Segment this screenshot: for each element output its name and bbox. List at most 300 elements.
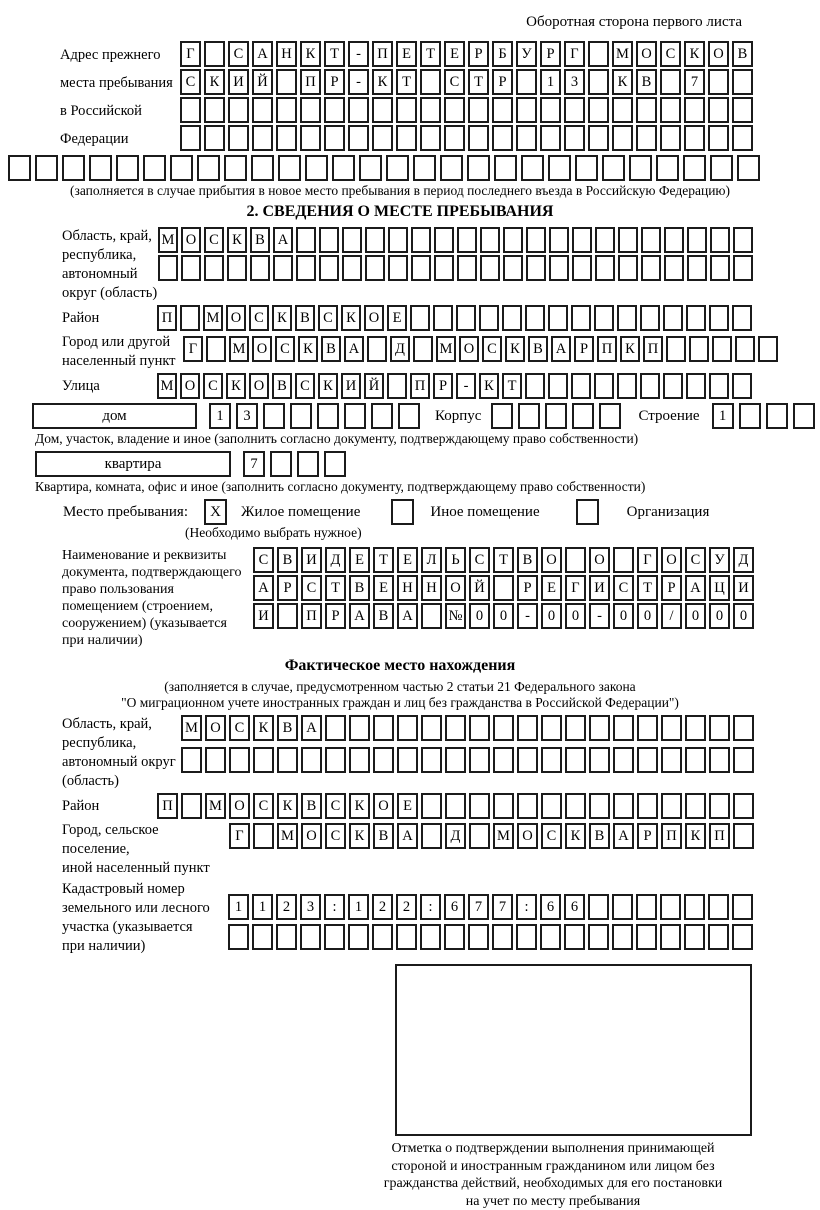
- char-cell[interactable]: А: [685, 575, 706, 601]
- char-cell[interactable]: В: [528, 336, 548, 362]
- char-cell[interactable]: [413, 336, 433, 362]
- char-cell[interactable]: [277, 603, 298, 629]
- char-cell[interactable]: [277, 747, 298, 773]
- char-cell[interactable]: [181, 255, 201, 281]
- char-cell[interactable]: П: [157, 793, 178, 819]
- char-cell[interactable]: [493, 575, 514, 601]
- char-cell[interactable]: [548, 373, 568, 399]
- char-cell[interactable]: [228, 97, 249, 123]
- char-cell[interactable]: /: [661, 603, 682, 629]
- char-cell[interactable]: О: [301, 823, 322, 849]
- char-cell[interactable]: [324, 451, 346, 477]
- char-cell[interactable]: [457, 255, 477, 281]
- char-cell[interactable]: [503, 227, 523, 253]
- char-cell[interactable]: С: [325, 823, 346, 849]
- char-cell[interactable]: В: [250, 227, 270, 253]
- char-cell[interactable]: В: [277, 547, 298, 573]
- char-cell[interactable]: [732, 924, 753, 950]
- char-cell[interactable]: С: [229, 715, 250, 741]
- char-cell[interactable]: [273, 255, 293, 281]
- char-cell[interactable]: О: [636, 41, 657, 67]
- char-cell[interactable]: [398, 403, 420, 429]
- char-cell[interactable]: [541, 793, 562, 819]
- char-cell[interactable]: [348, 125, 369, 151]
- char-cell[interactable]: Е: [373, 575, 394, 601]
- char-cell[interactable]: [612, 125, 633, 151]
- char-cell[interactable]: [617, 305, 637, 331]
- char-cell[interactable]: 7: [243, 451, 265, 477]
- char-cell[interactable]: [636, 97, 657, 123]
- char-cell[interactable]: [305, 155, 328, 181]
- char-cell[interactable]: [445, 747, 466, 773]
- char-cell[interactable]: И: [228, 69, 249, 95]
- char-cell[interactable]: [660, 69, 681, 95]
- char-cell[interactable]: О: [445, 575, 466, 601]
- char-cell[interactable]: -: [589, 603, 610, 629]
- char-cell[interactable]: А: [344, 336, 364, 362]
- char-cell[interactable]: [732, 373, 752, 399]
- char-cell[interactable]: [276, 97, 297, 123]
- char-cell[interactable]: [229, 747, 250, 773]
- char-cell[interactable]: [709, 715, 730, 741]
- char-cell[interactable]: [732, 125, 753, 151]
- char-cell[interactable]: [588, 97, 609, 123]
- char-cell[interactable]: Т: [396, 69, 417, 95]
- char-cell[interactable]: [204, 97, 225, 123]
- char-cell[interactable]: К: [277, 793, 298, 819]
- char-cell[interactable]: Д: [445, 823, 466, 849]
- char-cell[interactable]: [588, 125, 609, 151]
- char-cell[interactable]: [663, 305, 683, 331]
- char-cell[interactable]: Е: [349, 547, 370, 573]
- char-cell[interactable]: С: [253, 793, 274, 819]
- char-cell[interactable]: Г: [183, 336, 203, 362]
- char-cell[interactable]: Д: [390, 336, 410, 362]
- char-cell[interactable]: В: [589, 823, 610, 849]
- char-cell[interactable]: [758, 336, 778, 362]
- char-cell[interactable]: Р: [325, 603, 346, 629]
- char-cell[interactable]: -: [456, 373, 476, 399]
- char-cell[interactable]: [62, 155, 85, 181]
- char-cell[interactable]: Р: [468, 41, 489, 67]
- char-cell[interactable]: [89, 155, 112, 181]
- char-cell[interactable]: [251, 155, 274, 181]
- char-cell[interactable]: [572, 403, 594, 429]
- dom-type-box[interactable]: дом: [32, 403, 197, 429]
- char-cell[interactable]: [661, 747, 682, 773]
- char-cell[interactable]: С: [318, 305, 338, 331]
- char-cell[interactable]: [204, 125, 225, 151]
- char-cell[interactable]: [618, 255, 638, 281]
- char-cell[interactable]: [493, 715, 514, 741]
- char-cell[interactable]: [480, 227, 500, 253]
- char-cell[interactable]: А: [397, 603, 418, 629]
- char-cell[interactable]: Т: [502, 373, 522, 399]
- char-cell[interactable]: Й: [252, 69, 273, 95]
- char-cell[interactable]: [467, 155, 490, 181]
- char-cell[interactable]: [613, 793, 634, 819]
- char-cell[interactable]: Ц: [709, 575, 730, 601]
- char-cell[interactable]: М: [229, 336, 249, 362]
- char-cell[interactable]: [660, 924, 681, 950]
- char-cell[interactable]: А: [397, 823, 418, 849]
- char-cell[interactable]: [386, 155, 409, 181]
- char-cell[interactable]: [641, 227, 661, 253]
- char-cell[interactable]: [613, 747, 634, 773]
- char-cell[interactable]: Т: [493, 547, 514, 573]
- char-cell[interactable]: [545, 403, 567, 429]
- char-cell[interactable]: В: [301, 793, 322, 819]
- char-cell[interactable]: [548, 155, 571, 181]
- char-cell[interactable]: [278, 155, 301, 181]
- char-cell[interactable]: Е: [444, 41, 465, 67]
- char-cell[interactable]: [421, 823, 442, 849]
- char-cell[interactable]: -: [348, 41, 369, 67]
- char-cell[interactable]: [224, 155, 247, 181]
- char-cell[interactable]: [683, 155, 706, 181]
- char-cell[interactable]: [572, 227, 592, 253]
- char-cell[interactable]: [661, 793, 682, 819]
- char-cell[interactable]: -: [348, 69, 369, 95]
- char-cell[interactable]: [342, 227, 362, 253]
- char-cell[interactable]: А: [613, 823, 634, 849]
- char-cell[interactable]: 0: [565, 603, 586, 629]
- char-cell[interactable]: [180, 125, 201, 151]
- char-cell[interactable]: [637, 715, 658, 741]
- char-cell[interactable]: Р: [492, 69, 513, 95]
- char-cell[interactable]: [252, 125, 273, 151]
- char-cell[interactable]: Р: [574, 336, 594, 362]
- char-cell[interactable]: [733, 823, 754, 849]
- char-cell[interactable]: [549, 227, 569, 253]
- char-cell[interactable]: [143, 155, 166, 181]
- char-cell[interactable]: [708, 97, 729, 123]
- char-cell[interactable]: К: [684, 41, 705, 67]
- char-cell[interactable]: [637, 747, 658, 773]
- char-cell[interactable]: К: [565, 823, 586, 849]
- char-cell[interactable]: [588, 894, 609, 920]
- char-cell[interactable]: И: [733, 575, 754, 601]
- char-cell[interactable]: В: [295, 305, 315, 331]
- char-cell[interactable]: С: [301, 575, 322, 601]
- char-cell[interactable]: [387, 373, 407, 399]
- char-cell[interactable]: [252, 924, 273, 950]
- char-cell[interactable]: Д: [325, 547, 346, 573]
- char-cell[interactable]: [444, 97, 465, 123]
- char-cell[interactable]: Т: [637, 575, 658, 601]
- char-cell[interactable]: [516, 97, 537, 123]
- char-cell[interactable]: [359, 155, 382, 181]
- char-cell[interactable]: 3: [236, 403, 258, 429]
- char-cell[interactable]: [689, 336, 709, 362]
- char-cell[interactable]: [227, 255, 247, 281]
- char-cell[interactable]: [612, 97, 633, 123]
- char-cell[interactable]: Е: [397, 547, 418, 573]
- char-cell[interactable]: 1: [540, 69, 561, 95]
- char-cell[interactable]: А: [301, 715, 322, 741]
- char-cell[interactable]: М: [277, 823, 298, 849]
- char-cell[interactable]: К: [479, 373, 499, 399]
- char-cell[interactable]: П: [597, 336, 617, 362]
- kvartira-type-box[interactable]: квартира: [35, 451, 231, 477]
- char-cell[interactable]: [158, 255, 178, 281]
- char-cell[interactable]: К: [349, 823, 370, 849]
- char-cell[interactable]: [180, 305, 200, 331]
- char-cell[interactable]: [517, 747, 538, 773]
- char-cell[interactable]: Ь: [445, 547, 466, 573]
- char-cell[interactable]: Н: [276, 41, 297, 67]
- char-cell[interactable]: 2: [276, 894, 297, 920]
- char-cell[interactable]: [732, 97, 753, 123]
- char-cell[interactable]: Й: [364, 373, 384, 399]
- char-cell[interactable]: [666, 336, 686, 362]
- char-cell[interactable]: [263, 403, 285, 429]
- char-cell[interactable]: К: [349, 793, 370, 819]
- char-cell[interactable]: [660, 894, 681, 920]
- char-cell[interactable]: [571, 373, 591, 399]
- char-cell[interactable]: Р: [324, 69, 345, 95]
- char-cell[interactable]: [372, 97, 393, 123]
- char-cell[interactable]: [521, 155, 544, 181]
- char-cell[interactable]: П: [301, 603, 322, 629]
- char-cell[interactable]: [367, 336, 387, 362]
- char-cell[interactable]: С: [249, 305, 269, 331]
- char-cell[interactable]: [708, 69, 729, 95]
- char-cell[interactable]: О: [229, 793, 250, 819]
- char-cell[interactable]: А: [253, 575, 274, 601]
- char-cell[interactable]: И: [589, 575, 610, 601]
- char-cell[interactable]: С: [325, 793, 346, 819]
- char-cell[interactable]: [276, 125, 297, 151]
- char-cell[interactable]: :: [516, 894, 537, 920]
- char-cell[interactable]: [228, 125, 249, 151]
- char-cell[interactable]: [637, 793, 658, 819]
- char-cell[interactable]: К: [341, 305, 361, 331]
- char-cell[interactable]: [421, 747, 442, 773]
- char-cell[interactable]: Т: [324, 41, 345, 67]
- char-cell[interactable]: [661, 715, 682, 741]
- char-cell[interactable]: В: [349, 575, 370, 601]
- char-cell[interactable]: [493, 747, 514, 773]
- char-cell[interactable]: О: [517, 823, 538, 849]
- char-cell[interactable]: [342, 255, 362, 281]
- char-cell[interactable]: Й: [469, 575, 490, 601]
- char-cell[interactable]: [686, 305, 706, 331]
- char-cell[interactable]: О: [708, 41, 729, 67]
- char-cell[interactable]: [629, 155, 652, 181]
- char-cell[interactable]: [732, 894, 753, 920]
- char-cell[interactable]: [685, 747, 706, 773]
- char-cell[interactable]: [348, 924, 369, 950]
- char-cell[interactable]: М: [203, 305, 223, 331]
- char-cell[interactable]: 1: [252, 894, 273, 920]
- char-cell[interactable]: [710, 227, 730, 253]
- char-cell[interactable]: [733, 255, 753, 281]
- char-cell[interactable]: К: [227, 227, 247, 253]
- char-cell[interactable]: [502, 305, 522, 331]
- char-cell[interactable]: С: [660, 41, 681, 67]
- char-cell[interactable]: [739, 403, 761, 429]
- char-cell[interactable]: [253, 747, 274, 773]
- char-cell[interactable]: 0: [469, 603, 490, 629]
- char-cell[interactable]: [589, 793, 610, 819]
- char-cell[interactable]: [420, 97, 441, 123]
- char-cell[interactable]: [457, 227, 477, 253]
- char-cell[interactable]: [413, 155, 436, 181]
- char-cell[interactable]: [204, 255, 224, 281]
- char-cell[interactable]: [708, 125, 729, 151]
- char-cell[interactable]: [372, 924, 393, 950]
- char-cell[interactable]: [479, 305, 499, 331]
- char-cell[interactable]: [325, 747, 346, 773]
- char-cell[interactable]: [612, 924, 633, 950]
- char-cell[interactable]: [575, 155, 598, 181]
- char-cell[interactable]: [732, 305, 752, 331]
- char-cell[interactable]: [526, 227, 546, 253]
- char-cell[interactable]: А: [273, 227, 293, 253]
- char-cell[interactable]: [735, 336, 755, 362]
- char-cell[interactable]: 2: [372, 894, 393, 920]
- char-cell[interactable]: [371, 403, 393, 429]
- char-cell[interactable]: [297, 451, 319, 477]
- char-cell[interactable]: К: [685, 823, 706, 849]
- char-cell[interactable]: [388, 255, 408, 281]
- char-cell[interactable]: В: [373, 823, 394, 849]
- char-cell[interactable]: [516, 125, 537, 151]
- char-cell[interactable]: О: [364, 305, 384, 331]
- char-cell[interactable]: [540, 97, 561, 123]
- char-cell[interactable]: К: [204, 69, 225, 95]
- char-cell[interactable]: [181, 747, 202, 773]
- char-cell[interactable]: М: [181, 715, 202, 741]
- char-cell[interactable]: [548, 305, 568, 331]
- char-cell[interactable]: В: [636, 69, 657, 95]
- char-cell[interactable]: [197, 155, 220, 181]
- char-cell[interactable]: [565, 793, 586, 819]
- char-cell[interactable]: [588, 41, 609, 67]
- char-cell[interactable]: [410, 305, 430, 331]
- char-cell[interactable]: [640, 373, 660, 399]
- char-cell[interactable]: :: [420, 894, 441, 920]
- char-cell[interactable]: [444, 125, 465, 151]
- char-cell[interactable]: Р: [517, 575, 538, 601]
- char-cell[interactable]: [733, 227, 753, 253]
- char-cell[interactable]: [492, 924, 513, 950]
- char-cell[interactable]: 7: [468, 894, 489, 920]
- char-cell[interactable]: [332, 155, 355, 181]
- char-cell[interactable]: [540, 125, 561, 151]
- char-cell[interactable]: Н: [421, 575, 442, 601]
- char-cell[interactable]: Р: [277, 575, 298, 601]
- char-cell[interactable]: К: [505, 336, 525, 362]
- char-cell[interactable]: [572, 255, 592, 281]
- char-cell[interactable]: [468, 97, 489, 123]
- char-cell[interactable]: [766, 403, 788, 429]
- char-cell[interactable]: [733, 747, 754, 773]
- char-cell[interactable]: П: [643, 336, 663, 362]
- char-cell[interactable]: [492, 97, 513, 123]
- char-cell[interactable]: С: [180, 69, 201, 95]
- char-cell[interactable]: [684, 125, 705, 151]
- char-cell[interactable]: [594, 373, 614, 399]
- char-cell[interactable]: Г: [564, 41, 585, 67]
- char-cell[interactable]: [656, 155, 679, 181]
- char-cell[interactable]: П: [157, 305, 177, 331]
- char-cell[interactable]: В: [373, 603, 394, 629]
- char-cell[interactable]: [324, 125, 345, 151]
- char-cell[interactable]: [595, 255, 615, 281]
- char-cell[interactable]: [602, 155, 625, 181]
- char-cell[interactable]: [456, 305, 476, 331]
- char-cell[interactable]: М: [612, 41, 633, 67]
- char-cell[interactable]: К: [372, 69, 393, 95]
- char-cell[interactable]: Л: [421, 547, 442, 573]
- char-cell[interactable]: [664, 227, 684, 253]
- char-cell[interactable]: [434, 255, 454, 281]
- char-cell[interactable]: С: [203, 373, 223, 399]
- char-cell[interactable]: П: [372, 41, 393, 67]
- char-cell[interactable]: [317, 403, 339, 429]
- char-cell[interactable]: [516, 924, 537, 950]
- char-cell[interactable]: [444, 924, 465, 950]
- char-cell[interactable]: [663, 373, 683, 399]
- char-cell[interactable]: Т: [420, 41, 441, 67]
- char-cell[interactable]: [617, 373, 637, 399]
- char-cell[interactable]: Т: [373, 547, 394, 573]
- char-cell[interactable]: И: [253, 603, 274, 629]
- char-cell[interactable]: О: [205, 715, 226, 741]
- char-cell[interactable]: Е: [541, 575, 562, 601]
- char-cell[interactable]: [365, 255, 385, 281]
- char-cell[interactable]: Г: [637, 547, 658, 573]
- char-cell[interactable]: [571, 305, 591, 331]
- char-cell[interactable]: К: [612, 69, 633, 95]
- char-cell[interactable]: Е: [387, 305, 407, 331]
- char-cell[interactable]: Р: [433, 373, 453, 399]
- char-cell[interactable]: П: [709, 823, 730, 849]
- char-cell[interactable]: [349, 715, 370, 741]
- char-cell[interactable]: А: [551, 336, 571, 362]
- char-cell[interactable]: [411, 227, 431, 253]
- char-cell[interactable]: [180, 97, 201, 123]
- char-cell[interactable]: [612, 894, 633, 920]
- char-cell[interactable]: [300, 125, 321, 151]
- checkbox-organizatsiya[interactable]: [576, 499, 599, 525]
- char-cell[interactable]: [685, 715, 706, 741]
- char-cell[interactable]: [732, 69, 753, 95]
- char-cell[interactable]: 0: [493, 603, 514, 629]
- char-cell[interactable]: [205, 747, 226, 773]
- char-cell[interactable]: 7: [492, 894, 513, 920]
- char-cell[interactable]: [491, 403, 513, 429]
- char-cell[interactable]: С: [444, 69, 465, 95]
- char-cell[interactable]: [396, 125, 417, 151]
- char-cell[interactable]: [8, 155, 31, 181]
- char-cell[interactable]: Е: [396, 41, 417, 67]
- char-cell[interactable]: [204, 41, 225, 67]
- char-cell[interactable]: М: [157, 373, 177, 399]
- char-cell[interactable]: [641, 255, 661, 281]
- char-cell[interactable]: [564, 125, 585, 151]
- char-cell[interactable]: [618, 227, 638, 253]
- char-cell[interactable]: [686, 373, 706, 399]
- char-cell[interactable]: [636, 894, 657, 920]
- char-cell[interactable]: [565, 747, 586, 773]
- char-cell[interactable]: [300, 97, 321, 123]
- char-cell[interactable]: У: [516, 41, 537, 67]
- char-cell[interactable]: [636, 924, 657, 950]
- char-cell[interactable]: Е: [397, 793, 418, 819]
